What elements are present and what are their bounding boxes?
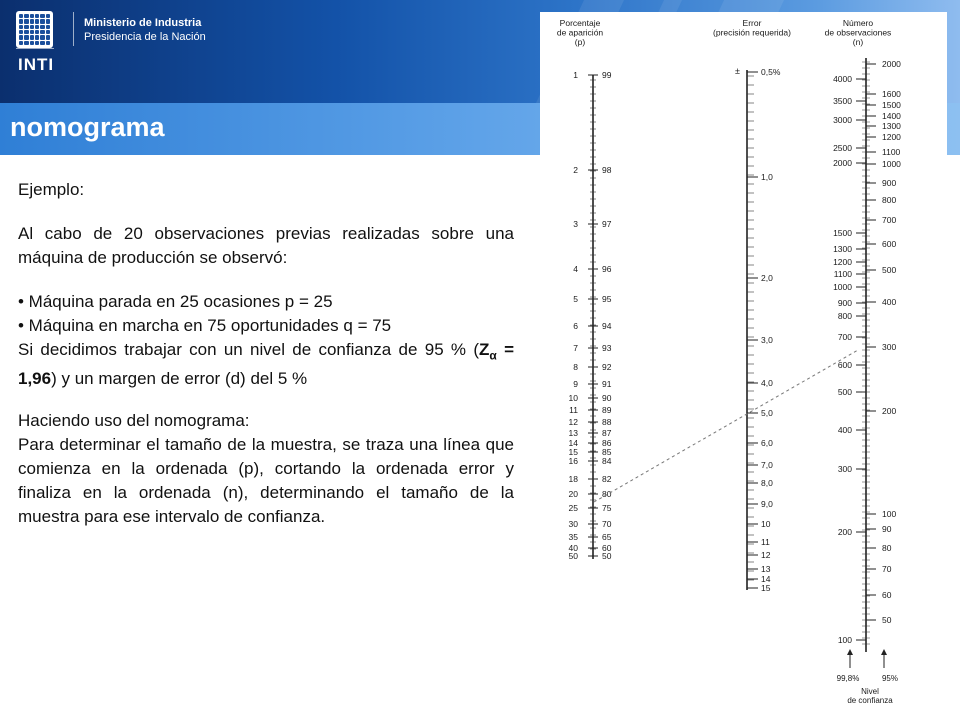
error-label: 3,0 <box>761 335 773 345</box>
p-left-label: 40 <box>568 543 578 553</box>
n-right-label: 100 <box>882 509 897 519</box>
p-right-label: 70 <box>602 519 612 529</box>
p-right-label: 96 <box>602 264 612 274</box>
p-left-label: 35 <box>568 532 578 542</box>
p-right-label: 84 <box>602 456 612 466</box>
p-right-label: 85 <box>602 447 612 457</box>
p-right-label: 75 <box>602 503 612 513</box>
n-right-label: 1500 <box>882 100 901 110</box>
n-left-label: 4000 <box>833 74 852 84</box>
p-axis-title: Porcentaje <box>559 18 601 28</box>
p-right-label: 91 <box>602 379 612 389</box>
paragraph-confidence <box>18 338 514 391</box>
error-label: 12 <box>761 550 771 560</box>
ministry-line-1: Ministerio de Industria <box>84 17 202 29</box>
p-left-label: 12 <box>568 417 578 427</box>
p-left-label: 9 <box>573 379 578 389</box>
n-left-label: 500 <box>837 387 852 397</box>
p-left-label: 18 <box>568 474 578 484</box>
p-left-label: 16 <box>568 456 578 466</box>
n-right-label: 900 <box>882 178 897 188</box>
n-right-label: 1200 <box>882 132 901 142</box>
n-right-label: 1100 <box>882 147 901 157</box>
p-left-label: 13 <box>568 428 578 438</box>
error-label: 7,0 <box>761 460 773 470</box>
alpha-symbol: α <box>489 348 497 363</box>
p-left-label: 1 <box>573 70 578 80</box>
error-label: 2,0 <box>761 273 773 283</box>
p-left-label: 4 <box>573 264 578 274</box>
nomogram-svg <box>540 12 947 709</box>
error-label: 11 <box>761 537 770 547</box>
n-left-label: 300 <box>837 464 852 474</box>
n-right-label: 1300 <box>882 121 901 131</box>
p-left-label: 30 <box>568 519 578 529</box>
conf-arrow-right-head <box>881 649 887 655</box>
n-right-label: 50 <box>882 615 892 625</box>
n-left-label: 900 <box>837 298 852 308</box>
body-text <box>18 178 514 529</box>
p-right-label: 92 <box>602 362 612 372</box>
p-right-label: 86 <box>602 438 612 448</box>
paragraph-intro: Al cabo de 20 observaciones previas realizadas sobre una máquina de producción se observó: <box>18 224 514 267</box>
n-left-label: 1000 <box>833 282 852 292</box>
n-left-label: 3000 <box>833 115 852 125</box>
error-label: 5,0 <box>761 408 773 418</box>
n-left-label: 400 <box>837 425 852 435</box>
n-right-label: 200 <box>882 406 897 416</box>
p-right-label: 80 <box>602 489 612 499</box>
p-axis-title: (p) <box>574 37 586 47</box>
n-left-label: 600 <box>837 360 852 370</box>
page-title: nomograma <box>10 112 165 142</box>
confidence-text-a: Si decidimos trabajar con un nivel de confianza de 95 % ( <box>18 340 479 359</box>
n-right-label: 1400 <box>882 111 901 121</box>
n-right-label: 300 <box>882 342 897 352</box>
p-right-label: 95 <box>602 294 612 304</box>
org-name: INTI <box>18 55 55 74</box>
conf-right-label: 95% <box>881 674 899 683</box>
p-axis-title: de aparición <box>556 27 604 38</box>
n-left-label: 800 <box>837 311 852 321</box>
logo-divider <box>16 48 54 49</box>
usage-heading: Haciendo uso del nomograma: <box>18 411 250 431</box>
p-right-label: 99 <box>602 70 612 80</box>
p-right-label: 88 <box>602 417 612 427</box>
n-left-label: 3500 <box>833 96 852 106</box>
error-label: 15 <box>761 583 771 593</box>
inti-logo-icon <box>16 11 53 48</box>
n-right-label: 500 <box>882 265 897 275</box>
p-left-label: 5 <box>573 294 578 304</box>
error-label: 6,0 <box>761 438 773 448</box>
p-left-label: 8 <box>573 362 578 372</box>
n-axis-title: (n) <box>852 37 864 47</box>
bullet-stopped: • Máquina parada en 25 ocasiones p = 25 <box>18 292 333 311</box>
error-label: 14 <box>761 574 771 584</box>
p-left-label: 15 <box>568 447 578 457</box>
z-symbol: $Z_\alpha = 1,96$ <box>18 340 514 389</box>
p-left-label: 14 <box>568 438 578 448</box>
error-label: 4,0 <box>761 378 773 388</box>
p-left-label: 2 <box>573 165 578 175</box>
n-right-label: 700 <box>882 215 897 225</box>
n-right-label: 2000 <box>882 59 901 69</box>
p-right-label: 65 <box>602 532 612 542</box>
conf-left-label: 99,8% <box>836 674 860 683</box>
p-left-label: 7 <box>573 343 578 353</box>
n-right-label: 800 <box>882 195 897 205</box>
p-left-label: 3 <box>573 219 578 229</box>
confidence-text-c: ) y un margen de error (d) del 5 % <box>51 369 308 389</box>
p-left-label: 25 <box>568 503 578 513</box>
nomogram-figure <box>540 12 947 709</box>
p-right-label: 98 <box>602 165 612 175</box>
n-left-label: 100 <box>837 635 852 645</box>
n-right-label: 600 <box>882 239 897 249</box>
conf-title: Nivel <box>861 687 879 696</box>
n-left-label: 1300 <box>833 244 852 254</box>
p-right-label: 97 <box>602 219 612 229</box>
p-left-label: 50 <box>568 551 578 561</box>
n-right-label: 80 <box>882 543 892 553</box>
p-right-label: 82 <box>602 474 612 484</box>
n-left-label: 200 <box>837 527 852 537</box>
p-right-label: 90 <box>602 393 612 403</box>
p-left-label: 11 <box>569 405 578 415</box>
paragraph-procedure: Para determinar el tamaño de la muestra, se traza una línea que comienza en la ordenada (p), cortando la ordenada error y finaliza en la ordenada (n), determinando el tamaño de la muestra para ese intervalo de confianza. <box>18 435 514 527</box>
n-right-label: 60 <box>882 590 892 600</box>
n-right-label: 1000 <box>882 159 901 169</box>
p-right-label: 93 <box>602 343 612 353</box>
p-right-label: 87 <box>602 428 612 438</box>
logo-divider <box>73 12 74 46</box>
p-left-label: 20 <box>568 489 578 499</box>
error-label: 10 <box>761 519 771 529</box>
ministry-line-2: Presidencia de la Nación <box>84 31 206 43</box>
error-label: 8,0 <box>761 478 773 488</box>
bullet-running: • Máquina en marcha en 75 oportunidades q = 75 <box>18 316 392 335</box>
example-heading: Ejemplo: <box>18 180 85 199</box>
n-axis-title: de observaciones <box>824 27 892 38</box>
error-label: 0,5% <box>761 67 781 77</box>
error-plus-minus: ± <box>735 66 740 76</box>
error-label: 13 <box>761 564 771 574</box>
conf-arrow-left-head <box>847 649 853 655</box>
ministry-name <box>84 16 206 44</box>
n-right-label: 70 <box>882 564 892 574</box>
n-left-label: 2000 <box>833 158 852 168</box>
error-label: 1,0 <box>761 172 773 182</box>
n-right-label: 90 <box>882 524 892 534</box>
error-label: 9,0 <box>761 499 773 509</box>
error-axis-title: (precisión requerida) <box>713 27 791 38</box>
z-value: = 1,96 <box>18 340 514 389</box>
example-dashed-line <box>594 350 858 502</box>
conf-title: de confianza <box>847 696 893 705</box>
error-axis-title: Error <box>742 18 762 28</box>
p-right-label: 50 <box>602 551 612 561</box>
n-left-label: 1100 <box>833 269 852 279</box>
p-right-label: 94 <box>602 321 612 331</box>
p-left-label: 10 <box>568 393 578 403</box>
n-left-label: 700 <box>837 332 852 342</box>
n-left-label: 1500 <box>833 228 852 238</box>
n-right-label: 1600 <box>882 89 901 99</box>
p-left-label: 6 <box>573 321 578 331</box>
n-axis-title: Número <box>842 18 874 28</box>
p-right-label: 89 <box>602 405 612 415</box>
p-right-label: 60 <box>602 543 612 553</box>
n-right-label: 400 <box>882 297 897 307</box>
n-left-label: 1200 <box>833 257 852 267</box>
n-left-label: 2500 <box>833 143 852 153</box>
